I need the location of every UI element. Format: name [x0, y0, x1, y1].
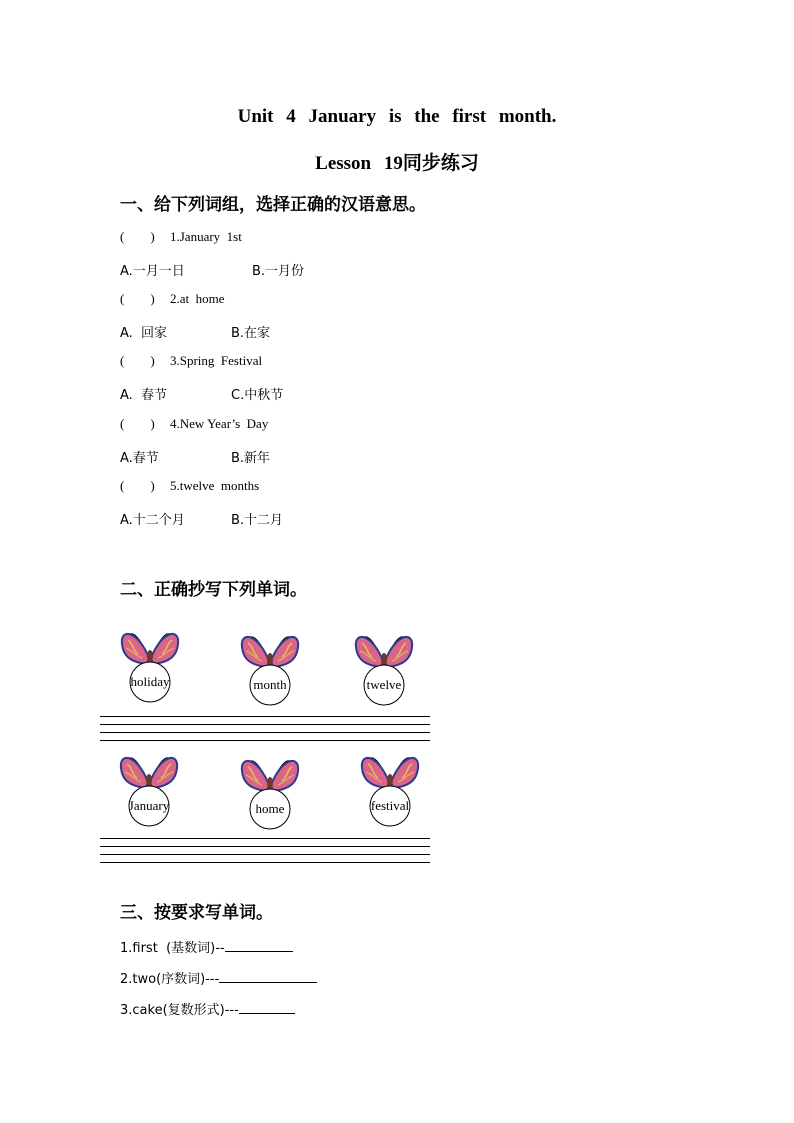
- exercise-item-1: [120, 937, 293, 956]
- butterfly-card: [238, 633, 302, 707]
- word-label: home: [255, 801, 285, 816]
- page-title: Unit 4 January is the first month.: [237, 106, 557, 127]
- question-text: 5.twelve months: [170, 478, 260, 493]
- option-a: A. 春节: [120, 388, 168, 403]
- question-5: [120, 478, 259, 494]
- butterfly-card: [238, 757, 302, 831]
- section-1-heading: 一、给下列词组，选择正确的汉语意思。: [120, 195, 426, 215]
- question-3: [120, 353, 262, 369]
- writing-line: [100, 862, 430, 863]
- answer-blank[interactable]: [239, 1001, 295, 1014]
- exercise-text: 2.two(序数词)---: [120, 972, 220, 987]
- option-c: C.中秋节: [231, 388, 284, 403]
- butterfly-card: [358, 754, 422, 828]
- butterfly-icon: [117, 754, 181, 828]
- butterfly-card: [117, 754, 181, 828]
- writing-line: [100, 838, 430, 839]
- butterfly-icon: [358, 754, 422, 828]
- question-text: 4.New Year’s Day: [170, 416, 269, 431]
- question-text: 3.Spring Festival: [170, 353, 263, 368]
- option-a: A.十二个月: [120, 513, 185, 528]
- butterfly-icon: [238, 633, 302, 707]
- word-label: twelve: [366, 677, 402, 692]
- answer-blank[interactable]: ( ): [120, 353, 155, 368]
- answer-blank[interactable]: [225, 939, 293, 952]
- question-1: [120, 229, 242, 245]
- writing-line: [100, 732, 430, 733]
- answer-blank[interactable]: [219, 970, 317, 983]
- option-b: B.新年: [231, 451, 271, 466]
- word-label: festival: [370, 798, 410, 813]
- butterfly-card: [118, 630, 182, 704]
- section-3-heading: 三、按要求写单词。: [120, 903, 273, 923]
- writing-line: [100, 740, 430, 741]
- answer-blank[interactable]: ( ): [120, 229, 155, 244]
- option-a: A.春节: [120, 451, 159, 466]
- word-label: month: [253, 677, 287, 692]
- writing-line: [100, 846, 430, 847]
- answer-blank[interactable]: ( ): [120, 291, 155, 306]
- question-text: 2.at home: [170, 291, 225, 306]
- option-b: B.十二月: [231, 513, 284, 528]
- butterfly-icon: [352, 633, 416, 707]
- butterfly-icon: [118, 630, 182, 704]
- answer-blank[interactable]: ( ): [120, 478, 155, 493]
- option-a: A. 回家: [120, 326, 168, 341]
- writing-line: [100, 716, 430, 717]
- option-b: B.在家: [231, 326, 271, 341]
- lesson-subtitle: Lesson 19同步练习: [315, 153, 479, 174]
- exercise-item-3: [120, 999, 295, 1018]
- word-label: holiday: [130, 674, 170, 689]
- question-4: [120, 416, 268, 432]
- word-label: January: [128, 798, 170, 813]
- writing-line: [100, 854, 430, 855]
- exercise-item-2: [120, 968, 317, 987]
- butterfly-icon: [238, 757, 302, 831]
- section-2-heading: 二、正确抄写下列单词。: [120, 580, 307, 600]
- writing-line: [100, 724, 430, 725]
- exercise-text: 1.first (基数词)--: [120, 941, 225, 956]
- answer-blank[interactable]: ( ): [120, 416, 155, 431]
- butterfly-card: [352, 633, 416, 707]
- exercise-text: 3.cake(复数形式)---: [120, 1003, 239, 1018]
- question-text: 1.January 1st: [170, 229, 242, 244]
- option-b: B.一月份: [252, 264, 305, 279]
- question-2: [120, 291, 225, 307]
- option-a: A.一月一日: [120, 264, 185, 279]
